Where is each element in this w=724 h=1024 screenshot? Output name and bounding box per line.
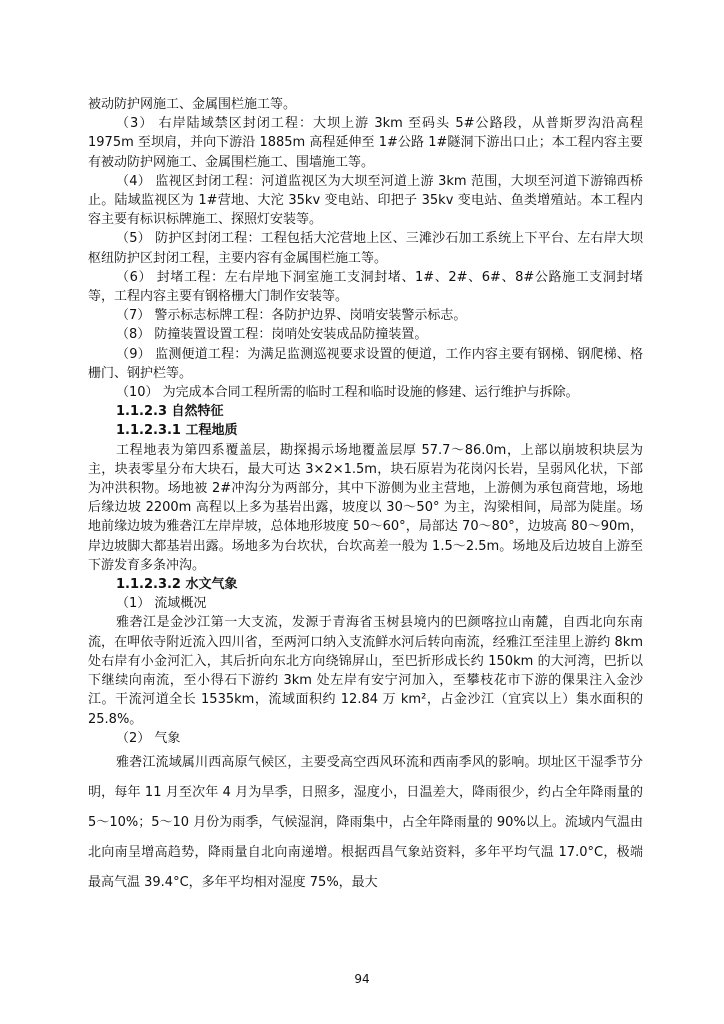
item-4: （4） 监视区封闭工程：河道监视区为大坝至河道上游 3km 范围，大坝至河道下游锦西桥止。陆域监视区为 1#营地、大沱 35kv 变电站、印把子 35kv 变电站、鱼类增殖站。本工程内容主要有标识标牌施工、探照灯安装等。 (88, 173, 643, 228)
geology-paragraph: 工程地表为第四系覆盖层，勘探揭示场地覆盖层厚 57.7～86.0m，上部以崩坡积块层为主，块表零星分布大块石，最大可达 3×2×1.5m，块石原岩为花岗闪长岩，呈弱风化状，下部为冲洪积物。场地被 2#冲沟分为两部分，其中下游侧为业主营地，上游侧为承包商营地，场地后缘边坡 2200m 高程以上多为基岩出露，坡度以 30～50° 为主，沟梁相间，局部为陡崖。场地前缘边坡为雅砻江左岸岸坡，总体地形坡度 50～60°，局部达 70～80°，边坡高 80～90m，岸边坡脚大都基岩出露。场地多为台坎状，台坎高差一般为 1.5～2.5m。场地及后边坡自上游至下游发育多条冲沟。 (88, 442, 643, 573)
paragraph-continued: 被动防护网施工、金属围栏施工等。 (88, 97, 297, 112)
item-5: （5） 防护区封闭工程：工程包括大沱营地上区、三滩沙石加工系统上下平台、左右岸大坝枢纽防护区封闭工程，主要内容有金属围栏施工等。 (88, 231, 643, 266)
item-7: （7） 警示标志标牌工程：各防护边界、岗哨安装警示标志。 (116, 308, 467, 324)
section-heading-hydrology: 1.1.2.3.2 水文气象 (116, 577, 238, 593)
basin-paragraph: 雅砻江是金沙江第一大支流，发源于青海省玉树县境内的巴颜喀拉山南麓，自西北向东南流，在呷依寺附近流入四川省，至两河口纳入支流鲜水河后转向南流，经雅江至洼里上游约 8km 处右岸有小金河汇入，其后折向东北方向绕锦屏山，至巴折形成长约 150km 的大河湾，巴折以下继续向南流，至小得石下游约 3km 处左岸有安宁河加入，至攀枝花市下游的倮果注入金沙江。干流河道全长 1535km，流域面积约 12.84 万 km²，占金沙江（宜宾以上）集水面积的 25.8%。 (88, 615, 643, 727)
item-3: （3） 右岸陆域禁区封闭工程：大坝上游 3km 至码头 5#公路段，从普斯罗沟沿高程 1975m 至坝肩，并向下游沿 1885m 高程延伸至 1#公路 1#隧洞下游出口止；本工程内容主要有被动防护网施工、金属围栏施工、围墙施工等。 (88, 116, 643, 170)
item-9: （9） 监测便道工程：为满足监测巡视要求设置的便道，工作内容主要有钢梯、钢爬梯、格栅门、钢护栏等。 (88, 346, 643, 381)
item-6: （6） 封堵工程：左右岸地下洞室施工支洞封堵、1#、2#、6#、8#公路施工支洞封堵等，工程内容主要有钢格栅大门制作安装等。 (88, 269, 643, 305)
climate-paragraph: 雅砻江流域属川西高原气候区，主要受高空西风环流和西南季风的影响。坝址区干湿季节分明，每年 11 月至次年 4 月为旱季，日照多，湿度小，日温差大，降雨很少，约占全年降雨量的 5～10%；5～10 月份为雨季，气候湿润，降雨集中，占全年降雨量的 90%以上。流域内气温由北向南呈增高趋势，降雨量自北向南递增。根据西昌气象站资料，多年平均气温 17.0°C，极端最高气温 39.4°C，多年平均相对湿度 75%，最大 (88, 754, 643, 890)
page-number: 94 (354, 972, 370, 986)
subheading-basin: （1） 流域概况 (116, 596, 207, 612)
subheading-climate: （2） 气象 (116, 730, 181, 746)
item-10: （10） 为完成本合同工程所需的临时工程和临时设施的修建、运行维护与拆除。 (116, 385, 579, 401)
section-heading-geology: 1.1.2.3.1 工程地质 (116, 423, 238, 439)
section-heading-natural-features: 1.1.2.3 自然特征 (116, 404, 224, 420)
climate-block (88, 748, 643, 898)
body-text (88, 95, 643, 898)
item-8: （8） 防撞装置设置工程：岗哨处安装成品防撞装置。 (116, 327, 428, 343)
